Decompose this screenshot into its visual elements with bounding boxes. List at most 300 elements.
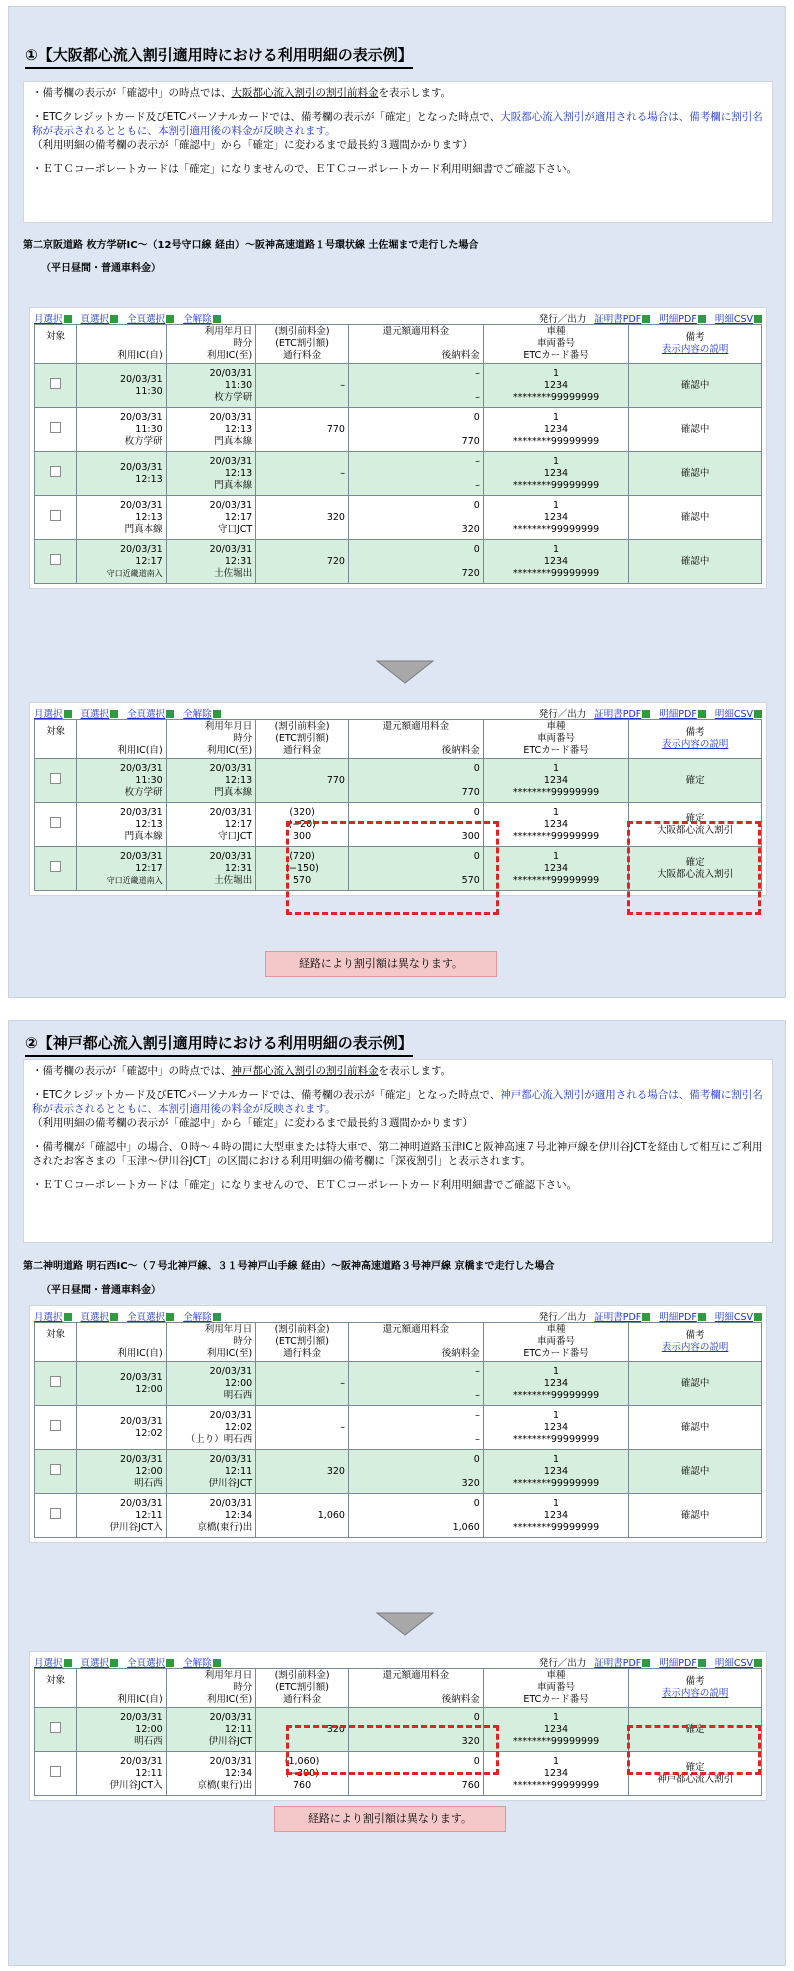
all-page-select-link[interactable]: 全頁選択 [127,314,166,325]
toolbar-right: 発行／出力 証明書PDF 明細PDF 明細CSV [539,311,762,325]
cert-pdf-link[interactable]: 証明書PDF [594,709,642,720]
cell-value: 300 [461,830,480,842]
cell-value: 1,060 [452,1521,480,1533]
cell-value: (720) [289,850,315,862]
cell-value: 1234 [543,1767,569,1779]
row-checkbox[interactable] [50,773,61,784]
cell-value: – [475,1409,480,1421]
arrow-icon [754,710,762,718]
section1-panel [8,6,786,998]
toolbar [34,1308,762,1322]
cell-value: 1,060 [317,1509,345,1521]
cell-value: 20/03/31 [209,455,253,467]
cell-value: 門真本線 [124,830,163,842]
cell-value: ********99999999 [512,1433,600,1445]
cell-value: 土佐堀出 [214,874,253,886]
cell-value: 明石西 [223,1389,253,1401]
cell-value: 伊川谷JCT [208,1735,253,1747]
row-checkbox[interactable] [50,861,61,872]
cell-value: 確定 [685,1723,705,1735]
section2-panel [8,1020,786,1966]
cell-value: 1 [552,455,560,467]
cell-value: 1234 [543,555,569,567]
arrow-icon [642,1659,650,1667]
table-row [35,759,762,803]
statement-grid [34,324,762,584]
arrow-icon [642,1313,650,1321]
cell-value: 12:13 [224,774,253,786]
cell-value: 12:11 [135,1509,163,1521]
toolbar-left [34,1655,227,1669]
arrow-icon [64,315,72,323]
clear-all-link[interactable]: 全解除 [183,1312,212,1323]
cell-value: 確認中 [680,379,710,391]
cell-value: 20/03/31 [120,806,163,818]
arrow-icon [754,315,762,323]
cell-value: 320 [461,523,480,535]
down-arrow-icon [375,1611,435,1637]
discount-highlight-note [627,1725,761,1775]
note-line-3: ・ＥＴＣコーポレートカードは「確定」になりませんので、ＥＴＣコーポレートカード利用明細書でご確認下さい。 [32,163,578,175]
row-checkbox[interactable] [50,1508,61,1519]
arrow-icon [642,315,650,323]
section2-route: 第二神明道路 明石西IC～（７号北神戸線、３１号神戸山手線 経由）～阪神高速道路３号神戸線 京橋まで走行した場合 [23,1261,555,1272]
arrow-icon [642,710,650,718]
arrow-icon [166,710,174,718]
cell-value: 20/03/31 [209,1711,253,1723]
table-row [35,1406,762,1450]
cell-value: – [340,1421,345,1433]
cell-value: 1234 [543,1465,569,1477]
cell-value: 0 [473,1453,480,1465]
header-row: 対象 利用IC(自) 利用年月日 時分 利用IC(至) (割引前料金) (ETC割引額) 通行料金 還元額適用料金 後納料金 車種 車両番号 ETCカード番号 備考 表示内容の説明 [35,1669,762,1708]
all-page-select-link[interactable]: 全頁選択 [127,709,166,720]
cell-value: 20/03/31 [120,1453,163,1465]
note-line-4: ・ＥＴＣコーポレートカードは「確定」になりませんので、ＥＴＣコーポレートカード利用明細書でご確認下さい。 [32,1179,578,1191]
cell-value: 12:00 [135,1723,163,1735]
cell-value: 20/03/31 [209,1497,253,1509]
cell-value: 760 [461,1779,480,1791]
arrow-icon [213,315,221,323]
cell-value: 伊川谷JCT入 [109,1779,163,1791]
cert-pdf-link[interactable]: 証明書PDF [594,1658,642,1669]
note-line-1: ・備考欄の表示が「確認中」の時点では、大阪都心流入割引の割引前料金を表示します。 [32,87,452,99]
month-select-link[interactable]: 月選択 [34,1658,63,1669]
arrow-icon [166,315,174,323]
cell-value: 1234 [543,1377,569,1389]
cell-value: 大阪都心流入割引 [657,824,734,836]
cell-value: (−300) [285,1767,319,1779]
header-row: 対象 利用IC(自) 利用年月日 時分 利用IC(至) (割引前料金) (ETC割引額) 通行料金 還元額適用料金 後納料金 車種 車両番号 ETCカード番号 備考 表示内容の説明 [35,720,762,759]
table-row [35,452,762,496]
cell-value: 20/03/31 [120,762,163,774]
cell-value: – [475,1365,480,1377]
cell-value: (320) [289,806,315,818]
cell-value: 570 [293,874,312,886]
cell-value: 1 [552,499,560,511]
cell-value: 守口近畿道南入 [106,875,163,885]
toolbar [34,1654,762,1668]
discount-highlight-note [627,821,761,915]
cell-value: 20/03/31 [209,762,253,774]
table-row [35,364,762,408]
cell-value: 12:13 [135,818,163,830]
cell-value: 門真本線 [124,523,163,535]
cell-value: 確認中 [680,1465,710,1477]
cell-value: 確認中 [680,1509,710,1521]
cell-value: 確定 [685,812,705,824]
cell-value: ********99999999 [512,874,600,886]
arrow-icon [110,1313,118,1321]
header-row: 対象 利用IC(自) 利用年月日 時分 利用IC(至) (割引前料金) (ETC割引額) 通行料金 還元額適用料金 後納料金 車種 車両番号 ETCカード番号 備考 表示内容の説明 [35,325,762,364]
cell-value: 20/03/31 [120,461,163,473]
cell-value: 0 [473,543,480,555]
cell-value: (−20) [288,818,316,830]
all-page-select-link[interactable]: 全頁選択 [127,1658,166,1669]
arrow-icon [64,710,72,718]
cell-value: 20/03/31 [209,1755,253,1767]
toolbar-right: 発行／出力 証明書PDF 明細PDF 明細CSV [539,1655,762,1669]
note-explain-link[interactable]: 表示内容の説明 [661,1688,729,1699]
cell-value: 20/03/31 [120,850,163,862]
cell-value: 12:13 [135,473,163,485]
cell-value: 京橋(東行)出 [197,1779,253,1791]
cell-value: 12:11 [135,1767,163,1779]
cell-value: 1234 [543,1421,569,1433]
note-line-2: ・ETCクレジットカード及びETCパーソナルカードでは、備考欄の表示が「確定」となった時点で、神戸都心流入割引が適用される場合は、備考欄に割引名称が表示されるとともに、本割引適用後の料金が反映されます。 （利用明細の備考欄の表示が「確認中」から「確定」に変わるまで最長約３週間かかります） [32,1089,763,1129]
cell-value: (−150) [285,862,319,874]
row-checkbox[interactable] [50,1376,61,1387]
cell-value: – [475,455,480,467]
section2-title: ②【神戸都心流入割引適用時における利用明細の表示例】 [25,1033,413,1057]
header-row: 対象 利用IC(自) 利用年月日 時分 利用IC(至) (割引前料金) (ETC割引額) 通行料金 還元額適用料金 後納料金 車種 車両番号 ETCカード番号 備考 表示内容の説明 [35,1323,762,1362]
detail-csv-link[interactable]: 明細CSV [714,1658,753,1669]
section2-notes [23,1059,773,1243]
cell-value: 20/03/31 [120,543,163,555]
cell-value: 12:13 [224,467,253,479]
cell-value: 20/03/31 [120,1711,163,1723]
cell-value: 12:17 [135,555,163,567]
cell-value: 12:00 [135,1383,163,1395]
cell-value: 20/03/31 [209,543,253,555]
cell-value: 20/03/31 [120,1415,163,1427]
cell-value: 12:02 [135,1427,163,1439]
cell-value: 確認中 [680,467,710,479]
arrow-icon [64,1659,72,1667]
table-row [35,1450,762,1494]
cell-value: 20/03/31 [209,850,253,862]
cell-value: 1234 [543,862,569,874]
cell-value: 11:30 [135,423,163,435]
toolbar [34,310,762,324]
section1-subtitle: （平日昼間・普通車料金） [41,263,161,274]
cell-value: 12:34 [224,1767,253,1779]
page-select-link[interactable]: 頁選択 [80,1312,110,1323]
cell-value: 確定 [685,774,705,786]
cell-value: 570 [461,874,480,886]
cell-value: 確認中 [680,1421,710,1433]
detail-pdf-link[interactable]: 明細PDF [659,314,697,325]
note-explain-link[interactable]: 表示内容の説明 [661,1342,729,1353]
table-row [35,540,762,584]
cell-value: 12:17 [135,862,163,874]
cell-value: 770 [461,786,480,798]
cell-value: 12:13 [224,423,253,435]
cell-value: 京橋(東行)出 [197,1521,253,1533]
page-select-link[interactable]: 頁選択 [80,709,110,720]
cell-value: 枚方学研 [124,435,163,447]
cert-pdf-link[interactable]: 証明書PDF [594,314,642,325]
page-select-link[interactable]: 頁選択 [80,314,110,325]
detail-csv-link[interactable]: 明細CSV [714,1312,753,1323]
down-arrow-icon [375,659,435,685]
cell-value: 門真本線 [214,479,253,491]
cell-value: 伊川谷JCT入 [109,1521,163,1533]
cell-value: 20/03/31 [209,411,253,423]
cell-value: 20/03/31 [120,411,163,423]
cell-value: ********99999999 [512,391,600,403]
row-checkbox[interactable] [50,466,61,477]
statement-table-1 [29,307,767,589]
cell-value: 20/03/31 [209,1365,253,1377]
cell-value: 確認中 [680,1377,710,1389]
detail-csv-link[interactable]: 明細CSV [714,709,753,720]
cell-value: ********99999999 [512,1477,600,1489]
cell-value: 1 [552,762,560,774]
section2-subtitle: （平日昼間・普通車料金） [41,1285,161,1296]
cell-value: 12:00 [135,1465,163,1477]
month-select-link[interactable]: 月選択 [34,1312,63,1323]
row-checkbox[interactable] [50,1420,61,1431]
cell-value: （上り）明石西 [185,1433,253,1445]
cell-value: 20/03/31 [120,499,163,511]
discount-highlight-fee [286,821,499,915]
cell-value: 守口JCT [217,523,253,535]
detail-pdf-link[interactable]: 明細PDF [659,709,697,720]
cell-value: 20/03/31 [120,1371,163,1383]
cell-value: 1 [552,1453,560,1465]
cell-value: ********99999999 [512,1779,600,1791]
cell-value: 0 [473,762,480,774]
cell-value: – [475,1433,480,1445]
arrow-icon [64,1313,72,1321]
cell-value: ********99999999 [512,1735,600,1747]
cell-value: 土佐堀出 [214,567,253,579]
cell-value: 1 [552,850,560,862]
cell-value: – [475,479,480,491]
cell-value: 12:17 [224,818,253,830]
cell-value: 1 [552,543,560,555]
cell-value: 320 [461,1735,480,1747]
row-checkbox[interactable] [50,422,61,433]
cell-value: 門真本線 [214,435,253,447]
cell-value: 1234 [543,423,569,435]
table-row [35,1362,762,1406]
cell-value: 1 [552,411,560,423]
arrow-icon [110,1659,118,1667]
row-checkbox[interactable] [50,1722,61,1733]
cell-value: 守口近畿道南入 [106,568,163,578]
arrow-icon [213,1659,221,1667]
cell-value: ********99999999 [512,786,600,798]
cell-value: 1 [552,806,560,818]
cell-value: 守口JCT [217,830,253,842]
arrow-icon [166,1659,174,1667]
cell-value: 1234 [543,467,569,479]
cell-value: 枚方学研 [214,391,253,403]
cell-value: 確認中 [680,511,710,523]
cell-value: 720 [326,555,345,567]
cell-value: – [475,367,480,379]
cell-value: 明石西 [134,1477,163,1489]
cell-value: 12:00 [224,1377,253,1389]
cell-value: 760 [293,1779,312,1791]
arrow-icon [213,710,221,718]
cell-value: ********99999999 [512,830,600,842]
cell-value: 0 [473,1755,480,1767]
cell-value: 1 [552,1711,560,1723]
cell-value: 320 [326,1465,345,1477]
row-checkbox[interactable] [50,378,61,389]
cell-value: 320 [461,1477,480,1489]
arrow-icon [166,1313,174,1321]
cell-value: 320 [326,1723,345,1735]
discount-highlight-fee [286,1725,499,1775]
row-checkbox[interactable] [50,554,61,565]
note-explain-link[interactable]: 表示内容の説明 [661,344,729,355]
cell-value: – [340,1377,345,1389]
note-explain-link[interactable]: 表示内容の説明 [661,739,729,750]
cell-value: 770 [461,435,480,447]
row-checkbox[interactable] [50,1766,61,1777]
cell-value: 12:17 [224,511,253,523]
cell-value: ********99999999 [512,479,600,491]
route-note-box: 経路により割引額は異なります。 [265,951,497,977]
arrow-icon [754,1659,762,1667]
statement-grid [34,1322,762,1538]
cell-value: 770 [326,423,345,435]
cell-value: 明石西 [134,1735,163,1747]
cell-value: 20/03/31 [209,1453,253,1465]
cell-value: 0 [473,850,480,862]
month-select-link[interactable]: 月選択 [34,314,63,325]
cell-value: 20/03/31 [209,367,253,379]
cell-value: 20/03/31 [120,1755,163,1767]
note-line-1: ・備考欄の表示が「確認中」の時点では、神戸都心流入割引の割引前料金を表示します。 [32,1065,452,1077]
cell-value: ********99999999 [512,567,600,579]
cell-value: ********99999999 [512,1389,600,1401]
cell-value: 確認中 [680,555,710,567]
cell-value: 20/03/31 [120,1497,163,1509]
cell-value: 確定 [685,1761,705,1773]
arrow-icon [213,1313,221,1321]
cell-value: 11:30 [135,385,163,397]
cell-value: 20/03/31 [209,499,253,511]
cell-value: 12:34 [224,1509,253,1521]
cell-value: 1234 [543,1509,569,1521]
arrow-icon [110,315,118,323]
cell-value: 1 [552,1409,560,1421]
cell-value: 確認中 [680,423,710,435]
cell-value: 12:11 [224,1723,253,1735]
cell-value: 門真本線 [214,786,253,798]
section1-title: ①【大阪都心流入割引適用時における利用明細の表示例】 [25,45,413,69]
table-row [35,496,762,540]
toolbar-left [34,311,227,325]
cell-value: 20/03/31 [209,806,253,818]
cell-value: – [475,1389,480,1401]
clear-all-link[interactable]: 全解除 [183,1658,212,1669]
cell-value: ********99999999 [512,523,600,535]
month-select-link[interactable]: 月選択 [34,709,63,720]
cell-value: 0 [473,806,480,818]
clear-all-link[interactable]: 全解除 [183,314,212,325]
section1-route: 第二京阪道路 枚方学研IC～（12号守口線 経由）～阪神高速道路１号環状線 土佐堀まで走行した場合 [23,240,479,251]
cell-value: 1234 [543,511,569,523]
toolbar-left [34,706,227,720]
row-checkbox[interactable] [50,817,61,828]
cell-value: 770 [326,774,345,786]
cell-value: 1234 [543,774,569,786]
cell-value: 720 [461,567,480,579]
cell-value: 1 [552,1365,560,1377]
cell-value: 大阪都心流入割引 [657,868,734,880]
detail-csv-link[interactable]: 明細CSV [714,314,753,325]
cell-value: ********99999999 [512,1521,600,1533]
detail-pdf-link[interactable]: 明細PDF [659,1312,697,1323]
cell-value: 1234 [543,1723,569,1735]
cell-value: – [475,391,480,403]
cell-value: 12:31 [224,862,253,874]
note-line-3: ・備考欄が「確認中」の場合、０時～４時の間に大型車または特大車で、第二神明道路玉津ICと阪神高速７号北神戸線を伊川谷JCTを経由して相互にご利用されたお客さまの「玉津～伊川谷JCT」の区間における利用明細の備考欄に「深夜割引」と表示されます。 [32,1141,763,1167]
cell-value: 0 [473,411,480,423]
cell-value: 12:02 [224,1421,253,1433]
cell-value: 神戸都心流入割引 [657,1773,734,1785]
cell-value: 12:31 [224,555,253,567]
cell-value: 20/03/31 [209,1409,253,1421]
arrow-icon [110,710,118,718]
clear-all-link[interactable]: 全解除 [183,709,212,720]
cert-pdf-link[interactable]: 証明書PDF [594,1312,642,1323]
cell-value: 確定 [685,856,705,868]
detail-pdf-link[interactable]: 明細PDF [659,1658,697,1669]
arrow-icon [698,710,706,718]
cell-value: 12:11 [224,1465,253,1477]
cell-value: 1234 [543,818,569,830]
toolbar-right: 発行／出力 証明書PDF 明細PDF 明細CSV [539,1309,762,1323]
statement-table-3 [29,1305,767,1543]
table-row [35,408,762,452]
all-page-select-link[interactable]: 全頁選択 [127,1312,166,1323]
cell-value: (1,060) [284,1755,320,1767]
route-note-box: 経路により割引額は異なります。 [274,1806,506,1832]
row-checkbox[interactable] [50,1464,61,1475]
arrow-icon [698,315,706,323]
row-checkbox[interactable] [50,510,61,521]
cell-value: 0 [473,1711,480,1723]
arrow-icon [698,1659,706,1667]
toolbar-right: 発行／出力 証明書PDF 明細PDF 明細CSV [539,706,762,720]
page-select-link[interactable]: 頁選択 [80,1658,110,1669]
cell-value: 20/03/31 [120,373,163,385]
cell-value: 1234 [543,379,569,391]
cell-value: ********99999999 [512,435,600,447]
toolbar-left [34,1309,227,1323]
toolbar [34,705,762,719]
cell-value: 300 [293,830,312,842]
note-line-2: ・ETCクレジットカード及びETCパーソナルカードでは、備考欄の表示が「確定」となった時点で、大阪都心流入割引が適用される場合は、備考欄に割引名称が表示されるとともに、本割引適用後の料金が反映されます。 （利用明細の備考欄の表示が「確認中」から「確定」に変わるまで最長約３週間かかります） [32,111,763,151]
arrow-icon [754,1313,762,1321]
